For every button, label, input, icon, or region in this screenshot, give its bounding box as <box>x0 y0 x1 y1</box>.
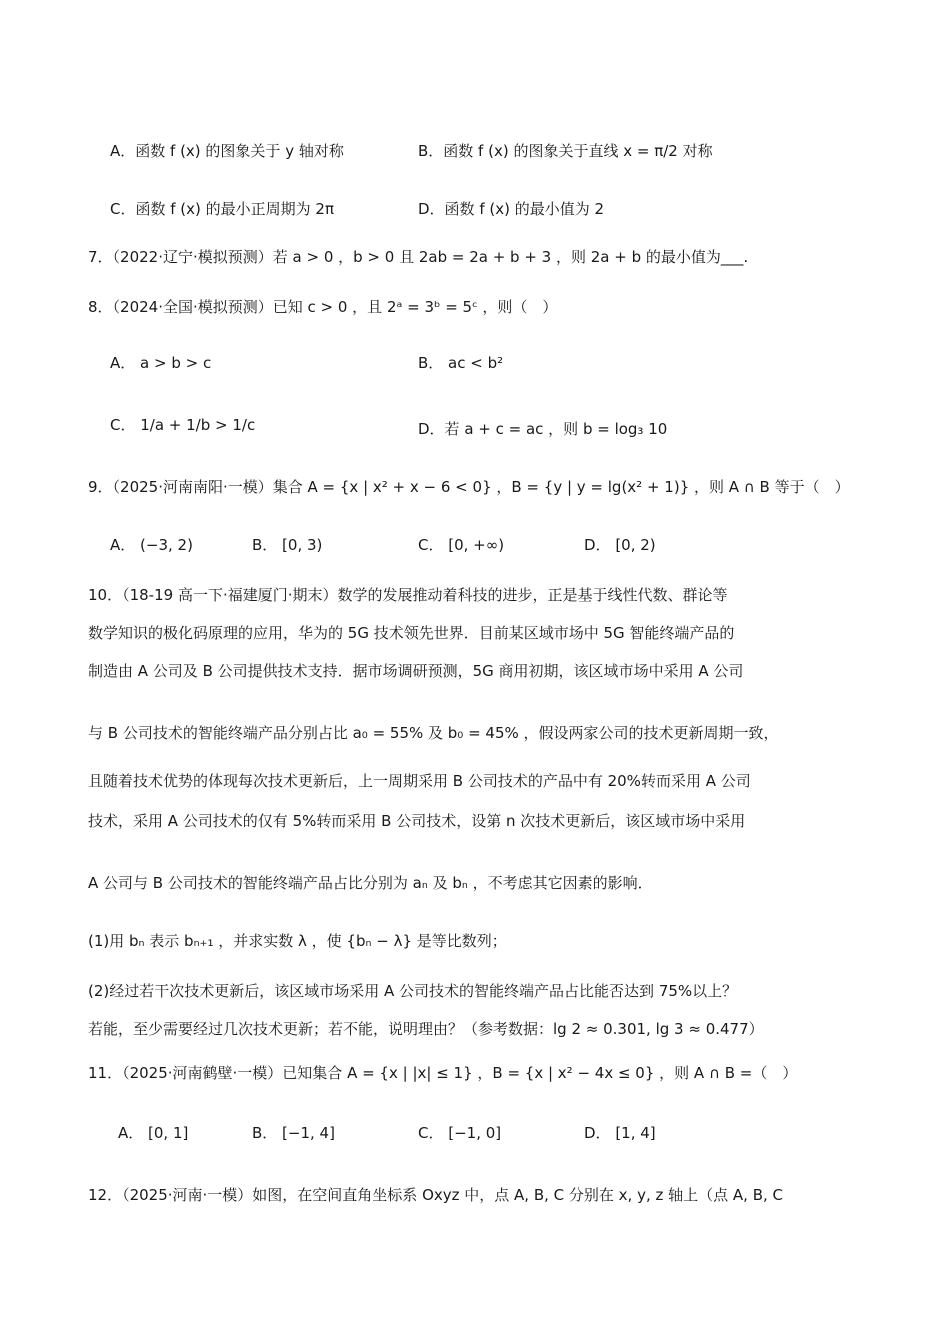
q6-option-d: D．函数 f (x) 的最小值为 2 <box>418 200 605 218</box>
question-10-line-3: 制造由 A 公司及 B 公司提供技术支持．据市场调研预测，5G 商用初期，该区域市场中采用 A 公司 <box>88 662 744 680</box>
q8-option-b: B． ac < b² <box>418 354 504 372</box>
question-9: 9．（2025·河南南阳·一模）集合 A = {x | x² + x − 6 < 0} ，B = {y | y = lg(x² + 1)} ，则 A ∩ B 等于（ ） <box>88 478 850 496</box>
q9-option-b: B． [0, 3) <box>252 536 323 554</box>
q6-option-a: A．函数 f (x) 的图象关于 y 轴对称 <box>110 142 344 160</box>
question-10-line-1: 10．（18-19 高一下·福建厦门·期末）数学的发展推动着科技的进步，正是基于线性代数、群论等 <box>88 586 728 604</box>
question-10-part-1: (1)用 bₙ 表示 bₙ₊₁ ，并求实数 λ ，使 {bₙ − λ} 是等比数列； <box>88 932 507 950</box>
question-10-line-5: 且随着技术优势的体现每次技术更新后，上一周期采用 B 公司技术的产品中有 20%转而采用 A 公司 <box>88 772 751 790</box>
question-10-part-2: (2)经过若干次技术更新后，该区域市场采用 A 公司技术的智能终端产品占比能否达到 75%以上？ <box>88 982 738 1000</box>
q8-option-c: C． 1/a + 1/b > 1/c <box>110 416 256 434</box>
q11-option-a: A． [0, 1] <box>118 1124 189 1142</box>
question-10-line-6: 技术，采用 A 公司技术的仅有 5%转而采用 B 公司技术，设第 n 次技术更新后，该区域市场中采用 <box>88 812 746 830</box>
q11-option-b: B． [−1, 4] <box>252 1124 335 1142</box>
question-10-line-2: 数学知识的极化码原理的应用，华为的 5G 技术领先世界．目前某区域市场中 5G 智能终端产品的 <box>88 624 735 642</box>
q11-option-c: C． [−1, 0] <box>418 1124 502 1142</box>
q9-option-d: D． [0, 2) <box>584 536 656 554</box>
question-11: 11．（2025·河南鹤壁·一模）已知集合 A = {x | |x| ≤ 1} ，B = {x | x² − 4x ≤ 0} ，则 A ∩ B =（ ） <box>88 1064 798 1082</box>
q6-option-b: B．函数 f (x) 的图象关于直线 x = π/2 对称 <box>418 142 713 160</box>
question-8: 8．（2024·全国·模拟预测）已知 c > 0 ，且 2ᵃ = 3ᵇ = 5ᶜ ，则（ ） <box>88 298 558 316</box>
question-10-line-4: 与 B 公司技术的智能终端产品分别占比 a₀ = 55% 及 b₀ = 45% ，假设两家公司的技术更新周期一致， <box>88 724 779 742</box>
question-12: 12．（2025·河南·一模）如图，在空间直角坐标系 Oxyz 中，点 A, B, C 分别在 x, y, z 轴上（点 A, B, C <box>88 1186 784 1204</box>
q8-option-d: D．若 a + c = ac ，则 b = log₃ 10 <box>418 420 668 438</box>
q9-option-a: A． (−3, 2) <box>110 536 193 554</box>
q8-option-a: A． a > b > c <box>110 354 212 372</box>
question-10-part-2-line-2: 若能，至少需要经过几次技术更新；若不能，说明理由？（参考数据：lg 2 ≈ 0.301, lg 3 ≈ 0.477） <box>88 1020 764 1038</box>
q6-option-c: C．函数 f (x) 的最小正周期为 2π <box>110 200 334 218</box>
q11-option-d: D． [1, 4] <box>584 1124 656 1142</box>
question-10-line-7: A 公司与 B 公司技术的智能终端产品占比分别为 aₙ 及 bₙ ，不考虑其它因素的影响． <box>88 874 653 892</box>
q9-option-c: C． [0, +∞) <box>418 536 505 554</box>
question-7: 7．（2022·辽宁·模拟预测）若 a > 0 ，b > 0 且 2ab = 2a + b + 3 ，则 2a + b 的最小值为___. <box>88 248 749 266</box>
